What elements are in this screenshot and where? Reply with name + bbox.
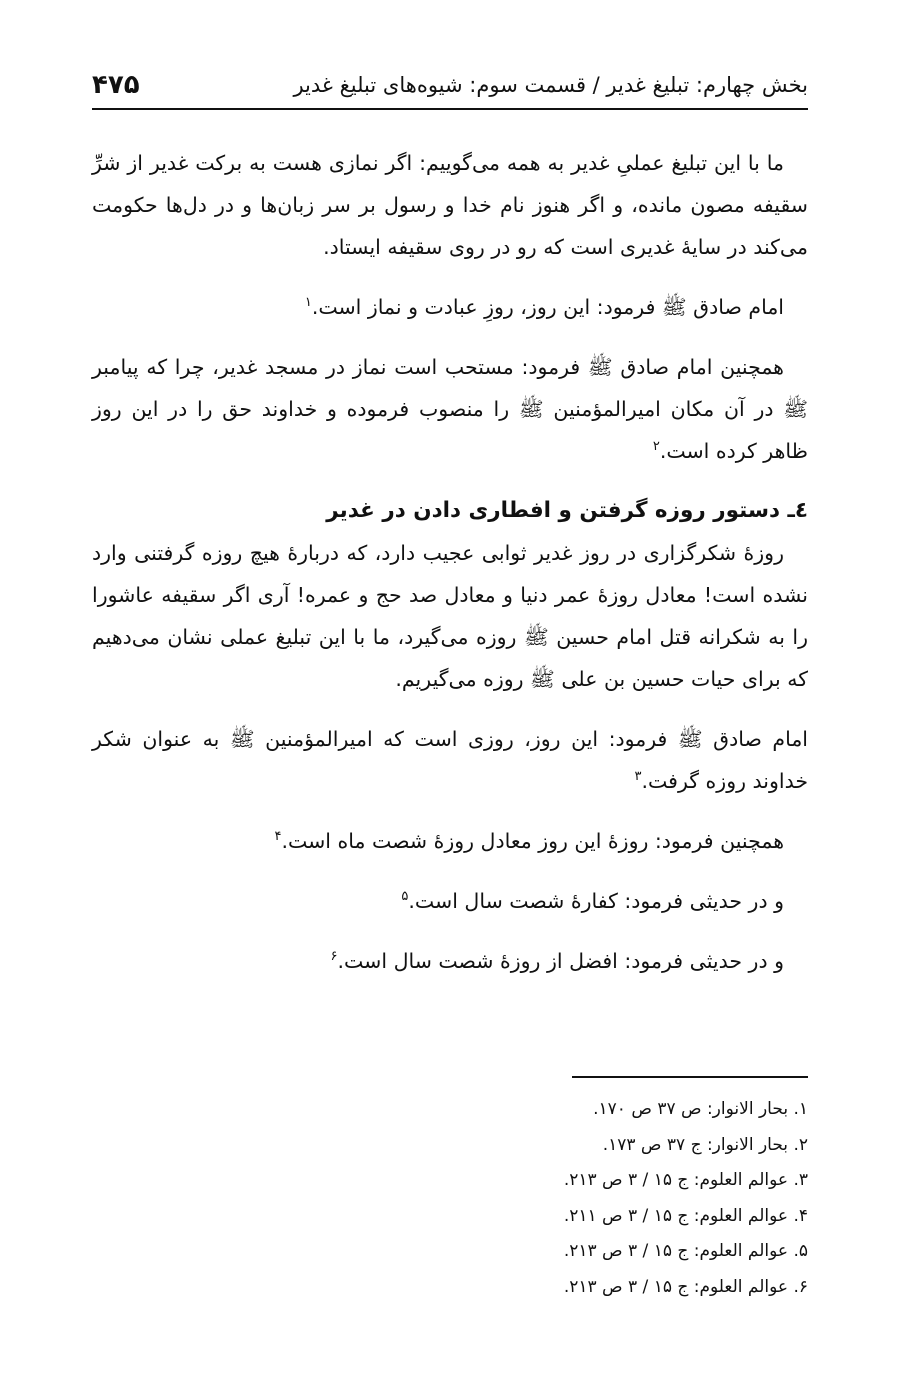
footnote-ref[interactable]: ۵ — [401, 889, 409, 905]
footnote: ۳. عوالم العلوم: ج ۱۵ / ۳ ص ۲۱۳. — [563, 1170, 808, 1190]
hadith-line — [92, 286, 808, 328]
footnote-ref[interactable]: ۶ — [330, 949, 338, 965]
footnote-ref[interactable]: ۱ — [304, 295, 312, 311]
page-header — [92, 62, 808, 110]
hadith-line — [92, 940, 808, 982]
footnote: ۵. عوالم العلوم: ج ۱۵ / ۳ ص ۲۱۳. — [563, 1241, 808, 1261]
hadith-line — [92, 820, 808, 862]
footnotes — [92, 1092, 808, 1305]
paragraph-text: همچنین فرمود: روزهٔ این روز معادل روزهٔ شصت ماه است. — [281, 829, 784, 853]
page-number: ۴۷۵ — [92, 70, 140, 100]
paragraph-text: و در حدیثی فرمود: افضل از روزهٔ شصت سال است. — [337, 949, 784, 973]
footnote-ref[interactable]: ۳ — [634, 769, 642, 785]
paragraph — [92, 532, 808, 700]
paragraph-text: همچنین امام صادق ﷺ فرمود: مستحب است نماز در مسجد غدیر، چرا که پیامبر ﷺ در آن مکان امیرالمؤمنین ﷺ را منصوب فرموده و خداوند حق را در این روز ظاهر کرده است. — [92, 355, 808, 463]
section-heading: ٤ـ دستور روزه گرفتن و افطاری دادن در غدیر — [326, 498, 808, 523]
footnote: ۶. عوالم العلوم: ج ۱۵ / ۳ ص ۲۱۳. — [563, 1276, 808, 1297]
running-title: بخش چهارم: تبلیغ غدیر / قسمت سوم: شیوه‌های تبلیغ غدیر — [293, 73, 808, 97]
footnote-ref[interactable]: ۴ — [274, 829, 282, 845]
paragraph-text: و در حدیثی فرمود: کفارهٔ شصت سال است. — [408, 889, 784, 913]
page-body — [92, 142, 808, 982]
footnote-divider — [572, 1076, 808, 1078]
footnote: ۱. بحار الانوار: ص ۳۷ ص ۱۷۰. — [593, 1099, 808, 1119]
hadith-line — [92, 880, 808, 922]
paragraph — [92, 142, 808, 268]
paragraph — [92, 346, 808, 472]
paragraph-text: امام صادق ﷺ فرمود: این روز، روزی است که امیرالمؤمنین ﷺ به عنوان شکر خداوند روزه گرفت. — [92, 727, 808, 793]
paragraph — [92, 718, 808, 802]
footnote: ۴. عوالم العلوم: ج ۱۵ / ۳ ص ۲۱۱. — [563, 1205, 808, 1226]
footnote-ref[interactable]: ۲ — [652, 439, 660, 455]
footnote: ۲. بحار الانوار: ج ۳۷ ص ۱۷۳. — [602, 1134, 808, 1155]
paragraph-text: امام صادق ﷺ فرمود: این روز، روزِ عبادت و نماز است. — [311, 295, 784, 319]
paragraph-text: ما با این تبلیغ عملیِ غدیر به همه می‌گوییم: اگر نمازی هست به برکت غدیر از شرِّ سقیفه مصون مانده، و اگر هنوز نام خدا و رسول بر سر زبان‌ها و در دل‌ها حکومت می‌کند در سایهٔ غدیری است که رو در روی سقیفه ایستاد. — [92, 151, 808, 259]
paragraph-text: روزهٔ شکرگزاری در روز غدیر ثوابی عجیب دارد، که دربارهٔ هیچ روزه گرفتنی وارد نشده است! معادل روزهٔ عمر دنیا و معادل صد حج و عمره! آری اگر سقیفه عاشورا را به شکرانه قتل امام حسین ﷺ روزه می‌گیرد، ما با این تبلیغ عملی نشان می‌دهیم که برای حیات حسین بن علی ﷺ روزه می‌گیریم. — [92, 541, 808, 691]
